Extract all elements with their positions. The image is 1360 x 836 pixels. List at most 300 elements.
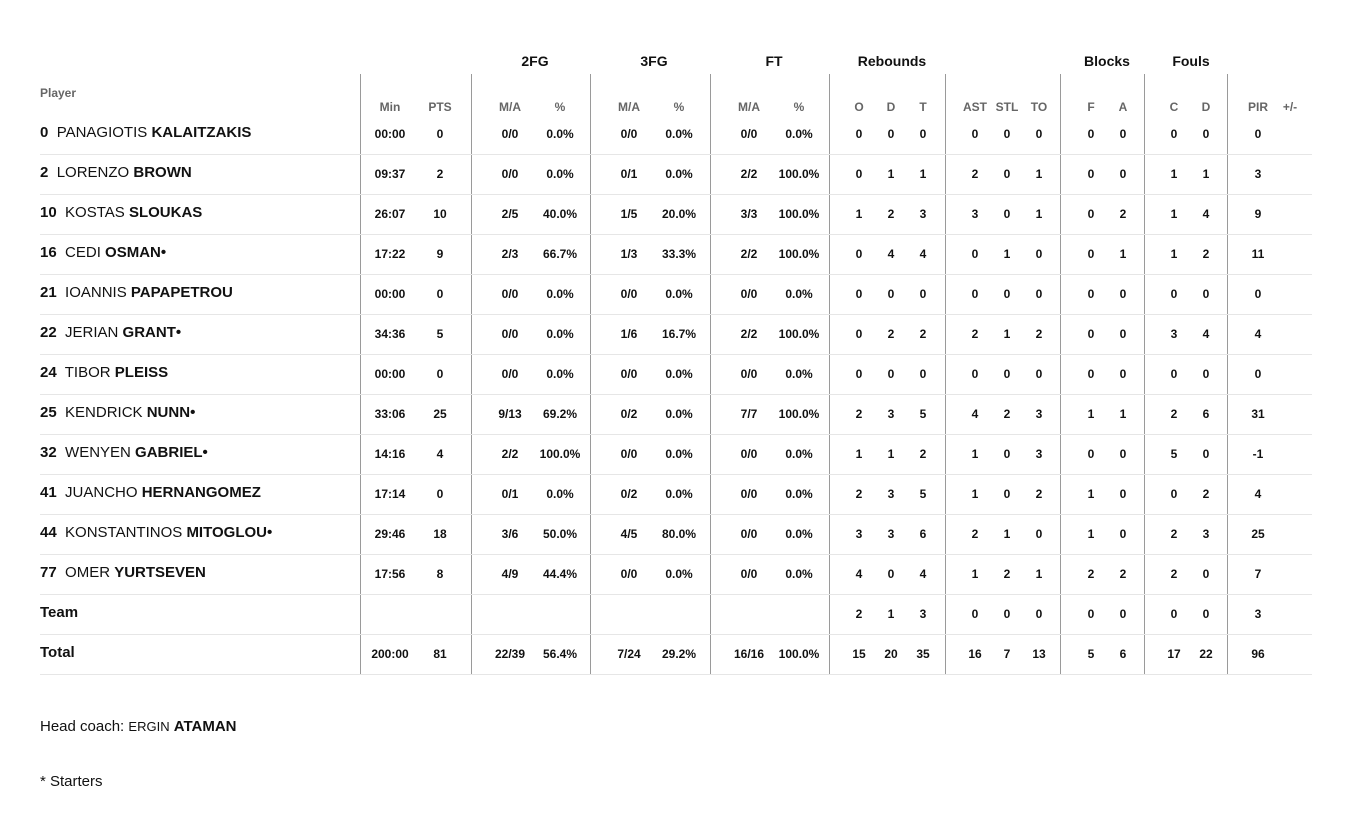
stat-cell: 0 (1003, 607, 1011, 621)
stat-cell: 35 (916, 647, 930, 661)
jersey-number: 21 (40, 284, 57, 301)
stat-cell: 5 (919, 487, 927, 501)
stat-cell: 1/6 (620, 327, 638, 341)
stat-cell: 0.0% (546, 367, 574, 381)
stat-cell: 44.4% (542, 567, 578, 581)
player-last-name: SLOUKAS (128, 204, 203, 221)
column-header: STL (995, 100, 1019, 114)
stat-cell: 0 (1087, 247, 1095, 261)
stat-cell: 0 (1003, 367, 1011, 381)
stat-cell: 0 (1170, 127, 1178, 141)
player-last-name: HERNANGOMEZ (141, 484, 261, 501)
row-divider (40, 554, 1312, 555)
player-last-name: MITOGLOU (186, 524, 267, 541)
row-divider (40, 234, 1312, 235)
stat-cell: 4 (855, 567, 863, 581)
head-coach (40, 718, 237, 735)
team-row-label: Team (40, 604, 79, 621)
stat-cell: 16/16 (733, 647, 765, 661)
row-divider (40, 634, 1312, 635)
player-last-name: GABRIEL (135, 444, 203, 461)
stat-cell: 0.0% (546, 287, 574, 301)
stat-cell: 0 (1003, 127, 1011, 141)
stat-cell: 2 (1003, 407, 1011, 421)
stat-cell: 3 (1035, 447, 1043, 461)
column-header: M/A (499, 100, 521, 114)
stat-cell: 4 (436, 447, 444, 461)
stat-cell: 0 (1119, 127, 1127, 141)
stat-cell: 2 (971, 527, 979, 541)
player-first-name: LORENZO (56, 164, 130, 181)
stat-cell: 2 (971, 327, 979, 341)
stat-cell: 3/3 (740, 207, 758, 221)
stat-cell: 0/1 (620, 167, 638, 181)
stat-cell: 0 (1202, 447, 1210, 461)
stat-cell: 6 (1202, 407, 1210, 421)
stat-cell: 2 (919, 447, 927, 461)
stat-cell: 1 (887, 447, 895, 461)
column-header: % (673, 100, 685, 114)
stat-cell: 0 (1254, 367, 1262, 381)
column-divider (471, 74, 472, 674)
stat-cell: 4 (919, 567, 927, 581)
stat-cell: 0 (1035, 607, 1043, 621)
player-first-name: KENDRICK (65, 404, 143, 421)
stat-cell: 2/2 (740, 327, 758, 341)
stat-cell: 0 (1119, 167, 1127, 181)
stat-cell: 1 (1170, 167, 1178, 181)
stat-cell: 0 (436, 287, 444, 301)
stat-cell: 2 (436, 167, 444, 181)
stat-cell: 96 (1251, 647, 1265, 661)
stat-cell: 7 (1254, 567, 1262, 581)
column-header: M/A (618, 100, 640, 114)
stat-cell: 0.0% (785, 127, 813, 141)
stat-cell: 00:00 (374, 367, 406, 381)
column-divider (945, 74, 946, 674)
stat-cell: 0.0% (665, 367, 693, 381)
stat-cell: 0 (887, 127, 895, 141)
row-divider (40, 434, 1312, 435)
starter-mark: • (267, 524, 273, 541)
player-name[interactable] (40, 404, 195, 421)
stat-cell: 0.0% (665, 487, 693, 501)
stat-cell: 0 (1170, 367, 1178, 381)
column-header: D (1201, 100, 1211, 114)
stat-cell: 0 (1119, 327, 1127, 341)
player-column-header: Player (40, 86, 77, 100)
player-name[interactable] (40, 324, 181, 341)
stat-cell: 3 (1035, 407, 1043, 421)
stat-cell: 1 (1087, 527, 1095, 541)
stat-cell: 0 (1254, 287, 1262, 301)
stat-cell: 0 (1202, 127, 1210, 141)
player-name[interactable] (40, 564, 206, 581)
stat-cell: 0 (1119, 287, 1127, 301)
stat-cell: 9/13 (498, 407, 522, 421)
stat-cell: 0 (971, 607, 979, 621)
stat-cell: 1/3 (620, 247, 638, 261)
stat-cell: 0.0% (665, 287, 693, 301)
stat-cell: 0/0 (620, 567, 638, 581)
stat-cell: 3/6 (501, 527, 519, 541)
stat-cell: 4/5 (620, 527, 638, 541)
column-header: % (793, 100, 805, 114)
group-header-blocks: Blocks (1084, 53, 1130, 69)
stat-cell: 1 (1035, 567, 1043, 581)
group-header-fouls: Fouls (1172, 53, 1210, 69)
stat-cell: 0/0 (501, 127, 519, 141)
stat-cell: 2 (1035, 487, 1043, 501)
group-header-rebounds: Rebounds (857, 53, 927, 69)
stat-cell: 11 (1251, 247, 1265, 261)
stat-cell: 0 (971, 367, 979, 381)
player-name[interactable] (40, 524, 272, 541)
player-first-name: WENYEN (65, 444, 131, 461)
stat-cell: 34:36 (374, 327, 406, 341)
jersey-number: 24 (40, 364, 57, 381)
stat-cell: 5 (919, 407, 927, 421)
player-last-name: PLEISS (114, 364, 169, 381)
head-coach-first-name: ERGIN (128, 719, 170, 734)
stat-cell: 0/0 (740, 567, 758, 581)
stat-cell: 0/0 (620, 447, 638, 461)
starter-mark: • (175, 324, 182, 341)
stat-cell: 2/5 (501, 207, 519, 221)
stat-cell: 17:22 (374, 247, 406, 261)
stat-cell: 1 (1170, 207, 1178, 221)
stat-cell: 0 (1119, 527, 1127, 541)
stat-cell: 26:07 (374, 207, 406, 221)
stat-cell: 0.0% (665, 407, 693, 421)
stat-cell: 0 (1087, 327, 1095, 341)
column-divider (1227, 74, 1228, 674)
column-header: M/A (738, 100, 760, 114)
stat-cell: 0 (855, 247, 863, 261)
jersey-number: 10 (40, 204, 57, 221)
stat-cell: 4 (1254, 487, 1262, 501)
stat-cell: 29.2% (661, 647, 697, 661)
stat-cell: 0 (1087, 287, 1095, 301)
stat-cell: 2/2 (740, 247, 758, 261)
stat-cell: 0 (1170, 487, 1178, 501)
stat-cell: 0.0% (785, 567, 813, 581)
stat-cell: 100.0% (778, 407, 820, 421)
player-last-name: BROWN (133, 164, 192, 181)
stat-cell: 2 (1003, 567, 1011, 581)
stat-cell: 0 (436, 367, 444, 381)
stat-cell: 1 (1202, 167, 1210, 181)
stat-cell: 0.0% (546, 127, 574, 141)
stat-cell: 2 (855, 607, 863, 621)
stat-cell: 0 (1119, 367, 1127, 381)
jersey-number: 2 (40, 164, 49, 181)
player-last-name: PAPAPETROU (130, 284, 233, 301)
player-first-name: PANAGIOTIS (56, 124, 148, 141)
stat-cell: 1 (1003, 327, 1011, 341)
stat-cell: 2 (1035, 327, 1043, 341)
column-divider (710, 74, 711, 674)
stat-cell: 3 (887, 407, 895, 421)
column-header: +/- (1282, 100, 1298, 114)
stat-cell: 69.2% (542, 407, 578, 421)
stat-cell: 13 (1032, 647, 1046, 661)
stat-cell: 0 (855, 327, 863, 341)
stat-cell: 0/0 (740, 367, 758, 381)
stat-cell: 14:16 (374, 447, 406, 461)
player-name[interactable] (40, 364, 168, 381)
player-name[interactable] (40, 164, 192, 181)
row-divider (40, 514, 1312, 515)
jersey-number: 32 (40, 444, 57, 461)
stat-cell: 0 (1087, 607, 1095, 621)
player-first-name: OMER (65, 564, 111, 581)
stat-cell: 0/0 (501, 327, 519, 341)
stat-cell: 0 (1254, 127, 1262, 141)
stat-cell: 20 (884, 647, 898, 661)
stat-cell: 7 (1003, 647, 1011, 661)
stat-cell: 0 (1003, 287, 1011, 301)
stat-cell: 4 (919, 247, 927, 261)
stat-cell: 0 (1035, 527, 1043, 541)
stat-cell: 100.0% (539, 447, 581, 461)
row-divider (40, 594, 1312, 595)
stat-cell: 0/2 (620, 407, 638, 421)
stat-cell: 2 (887, 327, 895, 341)
stat-cell: 2/3 (501, 247, 519, 261)
stat-cell: 33.3% (661, 247, 697, 261)
head-coach-label: Head coach: (40, 718, 125, 735)
stat-cell: 1 (1119, 407, 1127, 421)
stat-cell: 15 (852, 647, 866, 661)
stat-cell: 22 (1199, 647, 1213, 661)
stat-cell: 0/1 (501, 487, 519, 501)
stat-cell: 1 (971, 567, 979, 581)
stat-cell: 3 (919, 607, 927, 621)
stat-cell: 3 (887, 487, 895, 501)
stat-cell: 0 (1035, 247, 1043, 261)
jersey-number: 44 (40, 524, 57, 541)
stat-cell: 0/0 (620, 127, 638, 141)
stat-cell: 1 (855, 447, 863, 461)
stat-cell: 0 (919, 367, 927, 381)
stat-cell: 17 (1167, 647, 1181, 661)
stat-cell: 200:00 (371, 647, 409, 661)
stat-cell: 0 (1170, 607, 1178, 621)
column-header: TO (1030, 100, 1048, 114)
stat-cell: 9 (1254, 207, 1262, 221)
player-last-name: NUNN (146, 404, 191, 421)
stat-cell: 29:46 (374, 527, 406, 541)
stat-cell: 81 (433, 647, 447, 661)
stat-cell: 4/9 (501, 567, 519, 581)
player-first-name: JUANCHO (65, 484, 138, 501)
column-header: T (919, 100, 927, 114)
stat-cell: 10 (433, 207, 447, 221)
stat-cell: 100.0% (778, 207, 820, 221)
stat-cell: 0.0% (785, 287, 813, 301)
stat-cell: 0 (1087, 167, 1095, 181)
stat-cell: 0 (1035, 127, 1043, 141)
stat-cell: 2/2 (740, 167, 758, 181)
row-divider (40, 314, 1312, 315)
stat-cell: 1 (1035, 167, 1043, 181)
stat-cell: 1 (1087, 487, 1095, 501)
stat-cell: 0 (1003, 487, 1011, 501)
stat-cell: 0 (1003, 447, 1011, 461)
stat-cell: 3 (887, 527, 895, 541)
stat-cell: 1 (1087, 407, 1095, 421)
stat-cell: 22/39 (494, 647, 526, 661)
stat-cell: 0 (1119, 607, 1127, 621)
stat-cell: 0.0% (665, 447, 693, 461)
stat-cell: 0 (1202, 607, 1210, 621)
column-header: AST (963, 100, 987, 114)
stat-cell: 00:00 (374, 287, 406, 301)
starters-note: * Starters (40, 773, 103, 790)
jersey-number: 41 (40, 484, 57, 501)
total-row-label: Total (40, 644, 75, 661)
stat-cell: 50.0% (542, 527, 578, 541)
stat-cell: 0 (1119, 487, 1127, 501)
stat-cell: 0.0% (546, 487, 574, 501)
player-name[interactable] (40, 284, 233, 301)
player-last-name: GRANT (122, 324, 176, 341)
stat-cell: 4 (887, 247, 895, 261)
stat-cell: 1 (1003, 247, 1011, 261)
stat-cell: 0 (1119, 447, 1127, 461)
stat-cell: 3 (971, 207, 979, 221)
jersey-number: 25 (40, 404, 57, 421)
stat-cell: 0/0 (501, 367, 519, 381)
jersey-number: 77 (40, 564, 57, 581)
stat-cell: 09:37 (374, 167, 406, 181)
stat-cell: 9 (436, 247, 444, 261)
stat-cell: 56.4% (542, 647, 578, 661)
player-first-name: KOSTAS (65, 204, 125, 221)
stat-cell: 0 (1087, 127, 1095, 141)
player-last-name: KALAITZAKIS (151, 124, 252, 141)
stat-cell: 2 (887, 207, 895, 221)
column-header: O (854, 100, 864, 114)
stat-cell: 100.0% (778, 247, 820, 261)
column-header: F (1087, 100, 1095, 114)
stat-cell: 0 (855, 287, 863, 301)
stat-cell: 0 (1035, 287, 1043, 301)
stat-cell: 1 (1003, 527, 1011, 541)
player-first-name: CEDI (65, 244, 101, 261)
stat-cell: 66.7% (542, 247, 578, 261)
stat-cell: 0 (1202, 367, 1210, 381)
column-divider (590, 74, 591, 674)
stat-cell: 6 (1119, 647, 1127, 661)
row-divider (40, 354, 1312, 355)
stat-cell: 0 (1202, 567, 1210, 581)
player-name[interactable] (40, 244, 166, 261)
stat-cell: 80.0% (661, 527, 697, 541)
player-name[interactable] (40, 204, 202, 221)
stat-cell: 0.0% (785, 447, 813, 461)
stat-cell: 2 (1170, 567, 1178, 581)
player-first-name: JERIAN (65, 324, 119, 341)
stat-cell: 3 (1254, 167, 1262, 181)
stat-cell: 0 (919, 287, 927, 301)
stat-cell: 0 (1087, 447, 1095, 461)
stat-cell: 2 (1170, 527, 1178, 541)
stat-cell: 2 (1119, 567, 1127, 581)
head-coach-last-name: ATAMAN (173, 718, 237, 735)
stat-cell: 7/7 (740, 407, 758, 421)
stat-cell: 0/0 (501, 167, 519, 181)
stat-cell: 0/0 (740, 527, 758, 541)
player-name[interactable] (40, 484, 261, 501)
stat-cell: 3 (1254, 607, 1262, 621)
stat-cell: 0 (436, 487, 444, 501)
stat-cell: 0/0 (740, 287, 758, 301)
stat-cell: 0 (971, 127, 979, 141)
player-name[interactable] (40, 444, 208, 461)
stat-cell: 40.0% (542, 207, 578, 221)
row-divider (40, 154, 1312, 155)
starter-mark: • (160, 244, 167, 261)
stat-cell: 16.7% (661, 327, 697, 341)
stat-cell: -1 (1252, 447, 1264, 461)
stat-cell: 0 (1170, 287, 1178, 301)
stat-cell: 0 (855, 127, 863, 141)
stat-cell: 0.0% (665, 127, 693, 141)
stat-cell: 0 (971, 247, 979, 261)
player-last-name: OSMAN (105, 244, 161, 261)
stat-cell: 25 (1251, 527, 1265, 541)
player-name[interactable] (40, 124, 251, 141)
stat-cell: 0/0 (740, 127, 758, 141)
stat-cell: 0/0 (620, 287, 638, 301)
stat-cell: 2 (1170, 407, 1178, 421)
row-divider (40, 674, 1312, 675)
stat-cell: 0/0 (501, 287, 519, 301)
stat-cell: 6 (919, 527, 927, 541)
stat-cell: 0 (887, 567, 895, 581)
stat-cell: 0 (887, 287, 895, 301)
jersey-number: 22 (40, 324, 57, 341)
stat-cell: 2 (1202, 487, 1210, 501)
stat-cell: 20.0% (661, 207, 697, 221)
stat-cell: 2 (1087, 567, 1095, 581)
row-divider (40, 274, 1312, 275)
stat-cell: 0/2 (620, 487, 638, 501)
row-divider (40, 194, 1312, 195)
stat-cell: 0 (1087, 207, 1095, 221)
column-header: % (554, 100, 566, 114)
stat-cell: 31 (1251, 407, 1265, 421)
stat-cell: 4 (971, 407, 979, 421)
stat-cell: 0 (436, 127, 444, 141)
stat-cell: 0.0% (546, 327, 574, 341)
jersey-number: 0 (40, 124, 49, 141)
stat-cell: 17:14 (374, 487, 406, 501)
stat-cell: 0.0% (546, 167, 574, 181)
stat-cell: 2 (855, 407, 863, 421)
stat-cell: 3 (919, 207, 927, 221)
column-divider (360, 74, 361, 674)
column-header: PTS (428, 100, 452, 114)
row-divider (40, 394, 1312, 395)
stat-cell: 5 (1170, 447, 1178, 461)
stat-cell: 17:56 (374, 567, 406, 581)
starter-mark: • (202, 444, 208, 461)
row-divider (40, 474, 1312, 475)
stat-cell: 1 (855, 207, 863, 221)
